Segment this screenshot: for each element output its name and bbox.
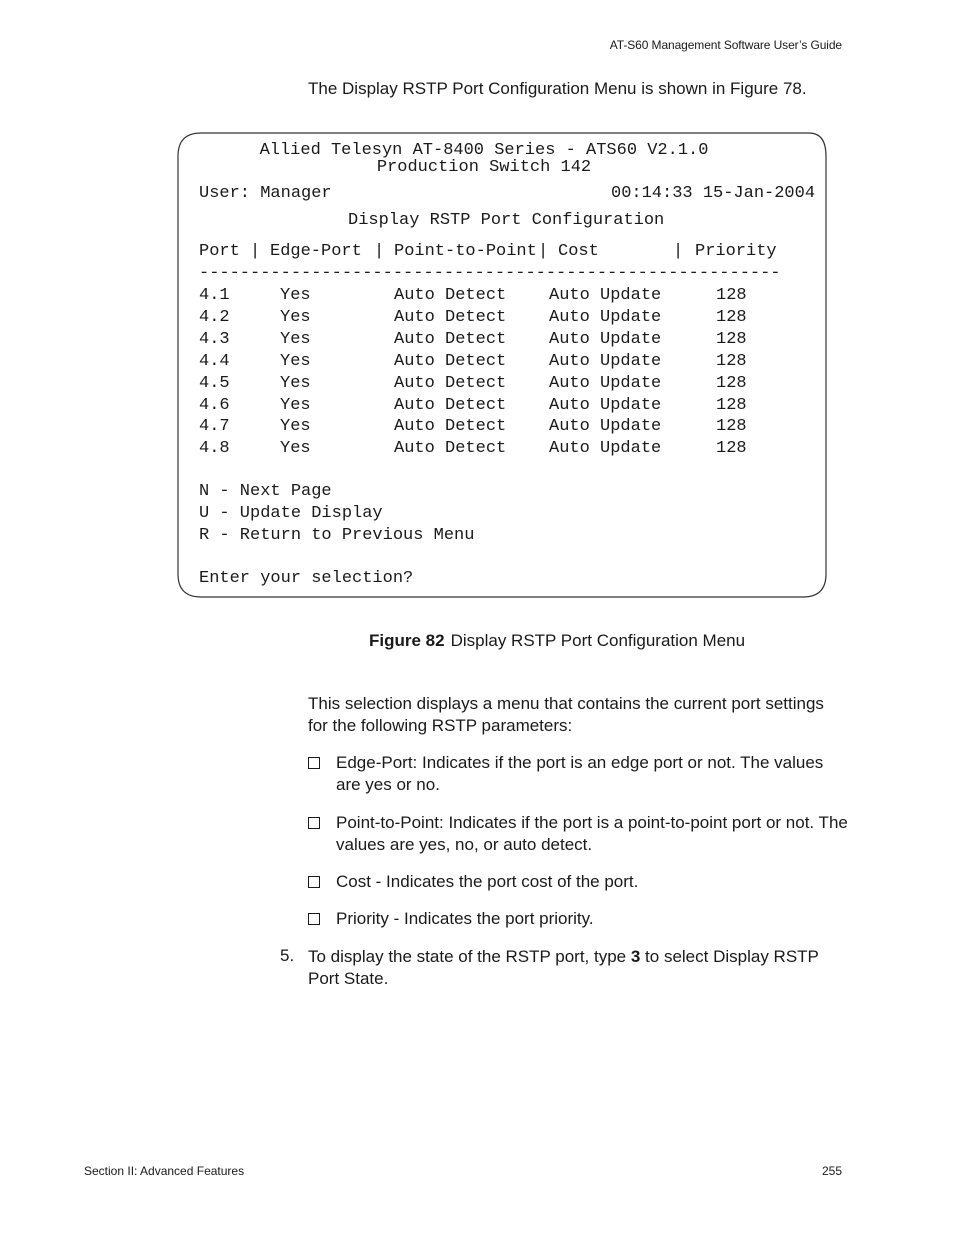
col-header-priority: Priority bbox=[695, 242, 777, 261]
body-paragraph: This selection displays a menu that contains the current port settings for the following RSTP parameters: bbox=[308, 694, 824, 735]
cell-priority: 128 bbox=[716, 351, 747, 371]
cell-edge-port: Yes bbox=[280, 329, 311, 349]
cell-priority: 128 bbox=[716, 439, 747, 459]
terminal-timestamp: 00:14:33 15-Jan-2004 bbox=[611, 184, 816, 203]
checkbox-bullet-icon bbox=[308, 876, 320, 888]
cell-priority: 128 bbox=[716, 329, 747, 349]
running-header: AT-S60 Management Software User’s Guide bbox=[609, 38, 842, 52]
cell-edge-port: Yes bbox=[280, 395, 311, 415]
table-separator: --------------------------------------------------------- bbox=[199, 264, 781, 283]
menu-update-display[interactable]: U - Update Display bbox=[199, 504, 383, 523]
step-key: 3 bbox=[630, 947, 641, 966]
cell-cost: Auto Update bbox=[549, 417, 662, 437]
cell-port: 4.4 bbox=[199, 351, 230, 371]
footer-section: Section II: Advanced Features bbox=[84, 1164, 245, 1178]
cell-priority: 128 bbox=[716, 417, 747, 437]
terminal-screen bbox=[177, 132, 827, 598]
checkbox-bullet-icon bbox=[308, 757, 320, 769]
figure-caption bbox=[369, 631, 745, 651]
footer-page-number: 255 bbox=[821, 1164, 842, 1178]
intro-sentence: The Display RSTP Port Configuration Menu is shown in Figure 78. bbox=[308, 79, 807, 98]
cell-edge-port: Yes bbox=[280, 439, 311, 459]
cell-cost: Auto Update bbox=[549, 373, 662, 393]
cell-point-to-point: Auto Detect bbox=[394, 395, 507, 415]
cell-cost: Auto Update bbox=[549, 439, 662, 459]
cell-point-to-point: Auto Detect bbox=[394, 417, 507, 437]
terminal-title-line1: Allied Telesyn AT-8400 Series - ATS60 V2.1.0 bbox=[259, 141, 709, 160]
col-divider-2: | bbox=[374, 242, 385, 261]
cell-edge-port: Yes bbox=[280, 286, 311, 305]
terminal-screen-title: Display RSTP Port Configuration bbox=[348, 211, 665, 230]
cell-point-to-point: Auto Detect bbox=[394, 329, 507, 349]
col-header-cost: Cost bbox=[558, 242, 599, 261]
cell-port: 4.2 bbox=[199, 307, 230, 327]
step-instruction: To display the state of the RSTP port, type 3 to select Display RSTP Port State. bbox=[308, 947, 819, 988]
cell-point-to-point: Auto Detect bbox=[394, 307, 507, 327]
cell-port: 4.1 bbox=[199, 286, 230, 305]
cell-point-to-point: Auto Detect bbox=[394, 439, 507, 459]
cell-cost: Auto Update bbox=[549, 329, 662, 349]
col-divider-4: | bbox=[673, 242, 684, 261]
cell-port: 4.3 bbox=[199, 329, 230, 349]
terminal-title-line2: Production Switch 142 bbox=[376, 158, 592, 177]
menu-next-page[interactable]: N - Next Page bbox=[199, 482, 332, 501]
terminal-user: User: Manager bbox=[199, 184, 332, 203]
cell-point-to-point: Auto Detect bbox=[394, 351, 507, 371]
col-header-port: Port bbox=[199, 242, 240, 261]
checkbox-bullet-icon bbox=[308, 817, 320, 829]
figure-title: Display RSTP Port Configuration Menu bbox=[450, 631, 746, 650]
checkbox-bullet-icon bbox=[308, 913, 320, 925]
cell-priority: 128 bbox=[716, 286, 747, 305]
col-header-edge: Edge-Port bbox=[270, 242, 362, 261]
cell-point-to-point: Auto Detect bbox=[394, 373, 507, 393]
selection-prompt[interactable]: Enter your selection? bbox=[199, 569, 414, 588]
cell-cost: Auto Update bbox=[549, 395, 662, 415]
cell-cost: Auto Update bbox=[549, 307, 662, 327]
cell-edge-port: Yes bbox=[280, 373, 311, 393]
col-divider-1: | bbox=[250, 242, 261, 261]
cell-cost: Auto Update bbox=[549, 286, 662, 305]
cell-port: 4.6 bbox=[199, 395, 230, 415]
menu-return-previous[interactable]: R - Return to Previous Menu bbox=[199, 526, 475, 545]
cell-priority: 128 bbox=[716, 307, 747, 327]
step-number: 5. bbox=[280, 946, 295, 965]
cell-port: 4.8 bbox=[199, 439, 230, 459]
cell-port: 4.5 bbox=[199, 373, 230, 393]
cell-edge-port: Yes bbox=[280, 307, 311, 327]
cell-edge-port: Yes bbox=[280, 351, 311, 371]
figure-label: Figure 82 bbox=[369, 631, 445, 650]
cell-cost: Auto Update bbox=[549, 351, 662, 371]
col-header-p2p: Point-to-Point bbox=[394, 242, 537, 261]
cell-priority: 128 bbox=[716, 373, 747, 393]
col-divider-3: | bbox=[538, 242, 549, 261]
cell-port: 4.7 bbox=[199, 417, 230, 437]
cell-priority: 128 bbox=[716, 395, 747, 415]
cell-point-to-point: Auto Detect bbox=[394, 286, 507, 305]
cell-edge-port: Yes bbox=[280, 417, 311, 437]
